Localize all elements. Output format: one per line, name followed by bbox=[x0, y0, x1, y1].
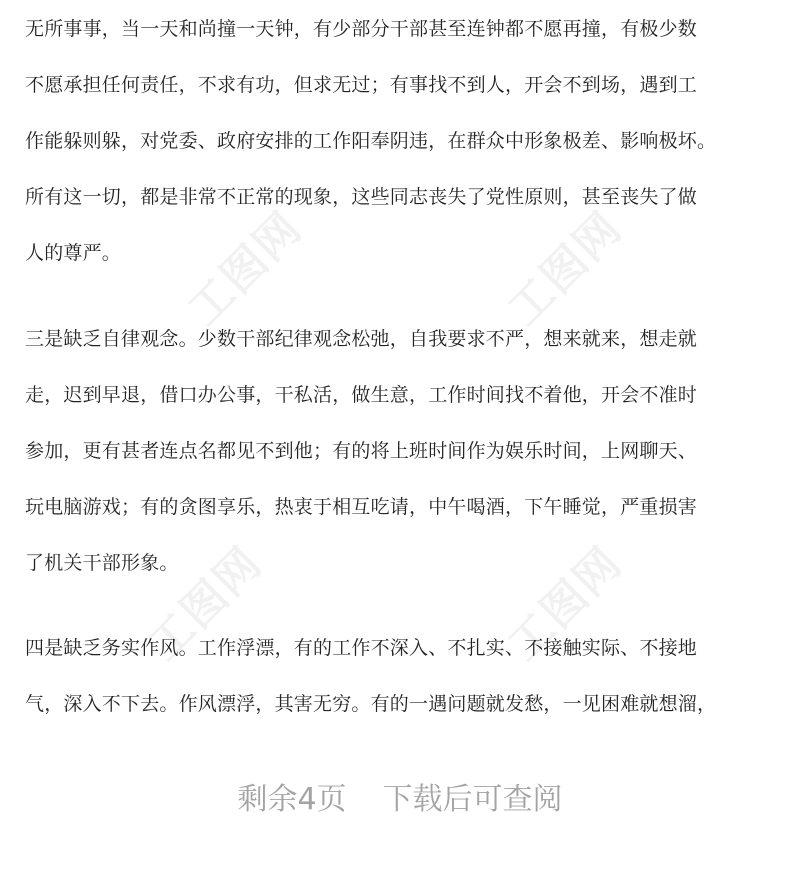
text-line: 气，深入不下去。作风漂浮，其害无穷。有的一遇问题就发愁，一见困难就想溜， bbox=[25, 693, 717, 715]
watermark: 工图网 bbox=[498, 537, 633, 671]
watermark: 工图网 bbox=[498, 202, 633, 336]
text-line: 参加，更有甚者连点名都见不到他；有的将上班时间作为娱乐时间，上网聊天、 bbox=[25, 440, 698, 462]
text-line: 四是缺乏务实作风。工作浮漂，有的工作不深入、不扎实、不接触实际、不接地 bbox=[25, 637, 698, 659]
watermark: 工图网 bbox=[178, 202, 313, 336]
text-line: 人的尊严。 bbox=[25, 242, 122, 264]
text-line: 走，迟到早退，借口办公事，干私活，做生意，工作时间找不着他，开会不准时 bbox=[25, 384, 698, 406]
remaining-pages-label: 剩余4页 bbox=[237, 782, 347, 817]
text-line: 所有这一切，都是非常不正常的现象，这些同志丧失了党性原则，甚至丧失了做 bbox=[25, 186, 698, 208]
text-line: 了机关干部形象。 bbox=[25, 552, 179, 574]
text-line: 不愿承担任何责任，不求有功，但求无过；有事找不到人，开会不到场，遇到工 bbox=[25, 74, 698, 96]
text-line: 玩电脑游戏；有的贪图享乐，热衷于相互吃请，中午喝酒，下午睡觉，严重损害 bbox=[25, 496, 698, 518]
text-line: 三是缺乏自律观念。少数干部纪律观念松弛，自我要求不严，想来就来，想走就 bbox=[25, 328, 698, 350]
watermark: 工图网 bbox=[138, 537, 273, 671]
download-prompt-label[interactable]: 下载后可查阅 bbox=[382, 782, 563, 817]
text-line: 作能躲则躲，对党委、政府安排的工作阳奉阴违，在群众中形象极差、影响极坏。 bbox=[25, 130, 717, 152]
download-to-read-banner[interactable] bbox=[0, 780, 800, 820]
text-line: 无所事事，当一天和尚撞一天钟，有少部分干部甚至连钟都不愿再撞，有极少数 bbox=[25, 18, 698, 40]
